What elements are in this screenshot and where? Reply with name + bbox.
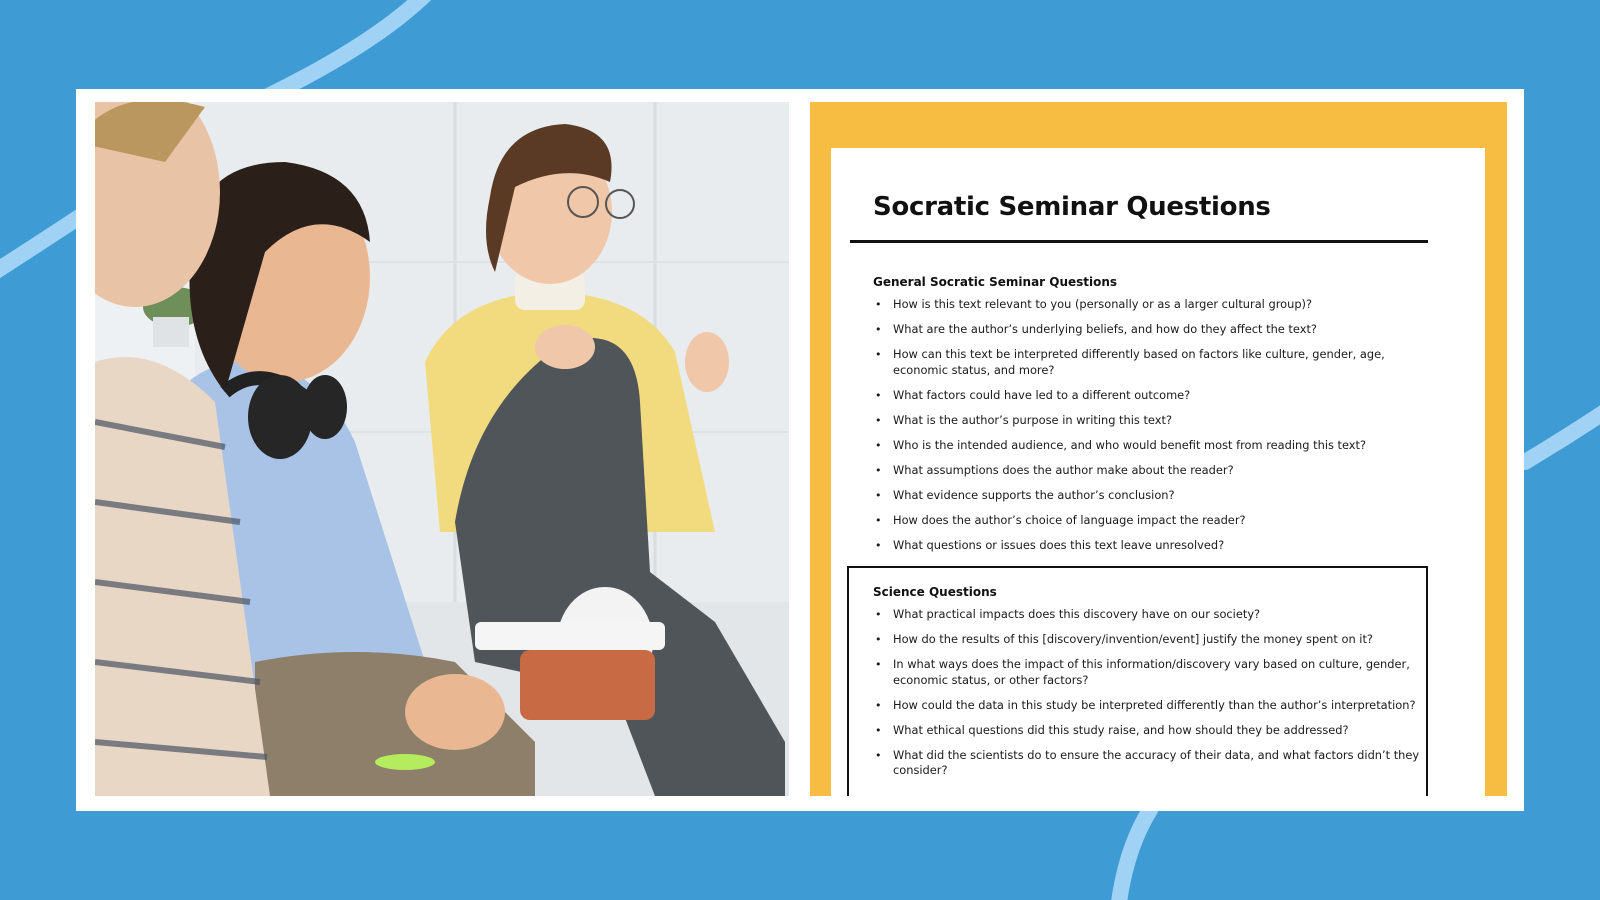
list-item: • How could the data in this study be interpreted differently than the author’s interpretation? xyxy=(875,697,1416,712)
list-item: • What did the scientists do to ensure the accuracy of their data, and what factors didn’t they consider? xyxy=(875,747,1420,777)
bullet-icon: • xyxy=(875,608,882,621)
bullet-icon: • xyxy=(875,633,882,646)
list-item: • What is the author’s purpose in writing this text? xyxy=(875,412,1172,427)
bullet-icon: • xyxy=(875,748,882,762)
list-item: • What assumptions does the author make about the reader? xyxy=(875,462,1234,477)
bullet-icon: • xyxy=(875,348,882,361)
list-item: • How does the author’s choice of language impact the reader? xyxy=(875,512,1246,527)
photo-illustration xyxy=(95,102,789,796)
list-item: • How can this text be interpreted differently based on factors like culture, gender, age, economic status, and more? xyxy=(875,347,1385,377)
bullet-icon: • xyxy=(875,463,882,477)
bullet-icon: • xyxy=(875,323,882,336)
list-item: • Who is the intended audience, and who would benefit most from reading this text? xyxy=(875,437,1367,452)
science-questions-list xyxy=(873,607,1433,779)
bullet-icon: • xyxy=(875,698,882,712)
general-questions-list xyxy=(873,297,1433,553)
title-divider xyxy=(850,240,1428,243)
list-item: • What factors could have led to a different outcome? xyxy=(875,387,1191,402)
bullet-icon: • xyxy=(875,388,882,402)
general-questions-section xyxy=(873,275,1433,563)
list-item: • In what ways does the impact of this information/discovery vary based on culture, gender, economic status, or other factors? xyxy=(875,657,1410,687)
bullet-icon: • xyxy=(875,488,882,502)
students-discussion-photo xyxy=(95,102,789,796)
bullet-icon: • xyxy=(875,513,882,527)
bullet-icon: • xyxy=(875,658,882,671)
bullet-icon: • xyxy=(875,723,882,737)
content-frame xyxy=(76,89,1524,811)
bullet-icon: • xyxy=(875,298,882,311)
list-item: • What practical impacts does this discovery have on our society? xyxy=(875,607,1261,621)
bullet-icon: • xyxy=(875,438,882,452)
list-item: • What are the author’s underlying beliefs, and how do they affect the text? xyxy=(875,322,1317,336)
list-item: • What ethical questions did this study raise, and how should they be addressed? xyxy=(875,722,1349,737)
document-preview xyxy=(810,102,1507,796)
list-item: • What evidence supports the author’s conclusion? xyxy=(875,487,1175,502)
document-title: Socratic Seminar Questions xyxy=(873,192,1271,222)
general-questions-heading: General Socratic Seminar Questions xyxy=(873,275,1118,289)
science-questions-section xyxy=(873,585,1433,788)
list-item: • How is this text relevant to you (personally or as a larger cultural group)? xyxy=(875,297,1313,311)
list-item: • What questions or issues does this text leave unresolved? xyxy=(875,537,1225,552)
list-item: • How do the results of this [discovery/invention/event] justify the money spent on it? xyxy=(875,632,1373,646)
bullet-icon: • xyxy=(875,538,882,552)
bullet-icon: • xyxy=(875,413,882,427)
science-questions-heading: Science Questions xyxy=(873,585,997,599)
